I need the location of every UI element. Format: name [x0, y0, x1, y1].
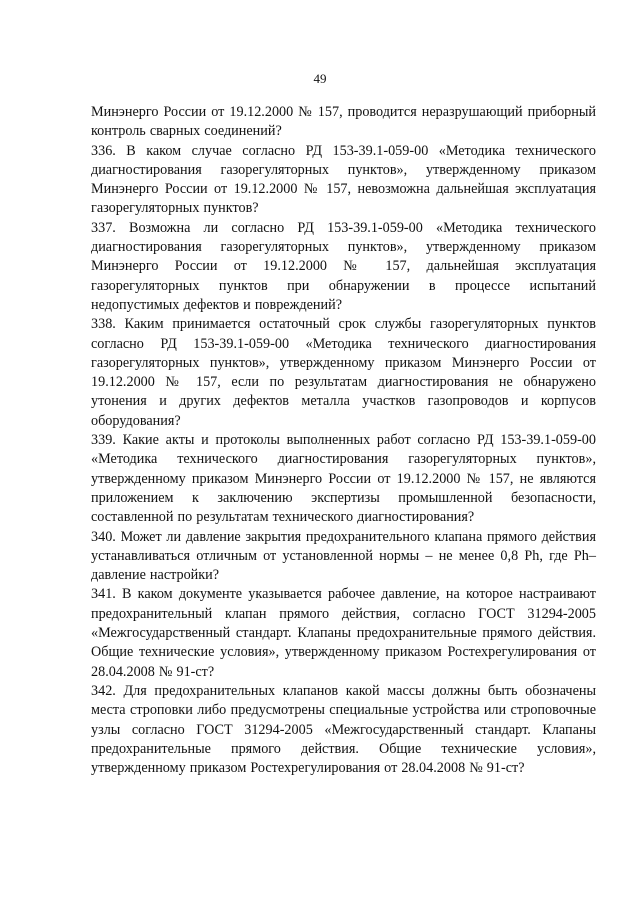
page-number: 49 [313, 71, 327, 86]
paragraph-continuation: Минэнерго России от 19.12.2000 № 157, проводится неразрушающий приборный контроль сварных соединений? [91, 104, 596, 140]
question-340: 340. Может ли давление закрытия предохранительного клапана прямого действия устанавливаться отличным от установленной нормы – не менее 0,8 Ph, где Ph– давление настройки? [91, 528, 596, 584]
question-338: 338. Каким принимается остаточный срок службы газорегуляторных пунктов согласно РД 153-39.1-059-00 «Методика технического диагностирования газорегуляторных пунктов», утвержденному приказом Минэнерго России от 19.12.2000 № 157, если по результатам диагностирования не обнаружено утонения и других дефектов металла участков газопроводов и корпусов оборудования? [91, 316, 596, 429]
question-336: 336. В каком случае согласно РД 153-39.1-059-00 «Методика технического диагностирования газорегуляторных пунктов», утвержденному приказом Минэнерго России от 19.12.2000 № 157, невозможна дальнейшая эксплуатация газорегуляторных пунктов? [91, 142, 596, 217]
question-339: 339. Какие акты и протоколы выполненных работ согласно РД 153-39.1-059-00 «Методика технического диагностирования газорегуляторных пунктов», утвержденному приказом Минэнерго России от 19.12.2000 № 157, не являются приложением к заключению экспертизы промышленной безопасности, составленной по результатам технического диагностирования? [91, 432, 596, 526]
question-341: 341. В каком документе указывается рабочее давление, на которое настраивают предохранительный клапан прямого действия, согласно ГОСТ 31294-2005 «Межгосударственный стандарт. Клапаны предохранительные прямого действия. Общие технические условия», утвержденному приказом Ростехрегулирования от 28.04.2008 № 91-ст? [91, 586, 596, 680]
question-337: 337. Возможна ли согласно РД 153-39.1-059-00 «Методика технического диагностирования газорегуляторных пунктов», утвержденному приказом Минэнерго России от 19.12.2000 № 157, дальнейшая эксплуатация газорегуляторных пунктов при обнаружении в процессе испытаний недопустимых дефектов и повреждений? [91, 219, 596, 313]
question-342: 342. Для предохранительных клапанов какой массы должны быть обозначены места строповки либо предусмотрены специальные устройства или строповочные узлы согласно ГОСТ 31294-2005 «Межгосударственный стандарт. Клапаны предохранительные прямого действия. Общие технические условия», утвержденному приказом Ростехрегулирования от 28.04.2008 № 91-ст? [91, 682, 596, 777]
page-body [91, 103, 596, 778]
